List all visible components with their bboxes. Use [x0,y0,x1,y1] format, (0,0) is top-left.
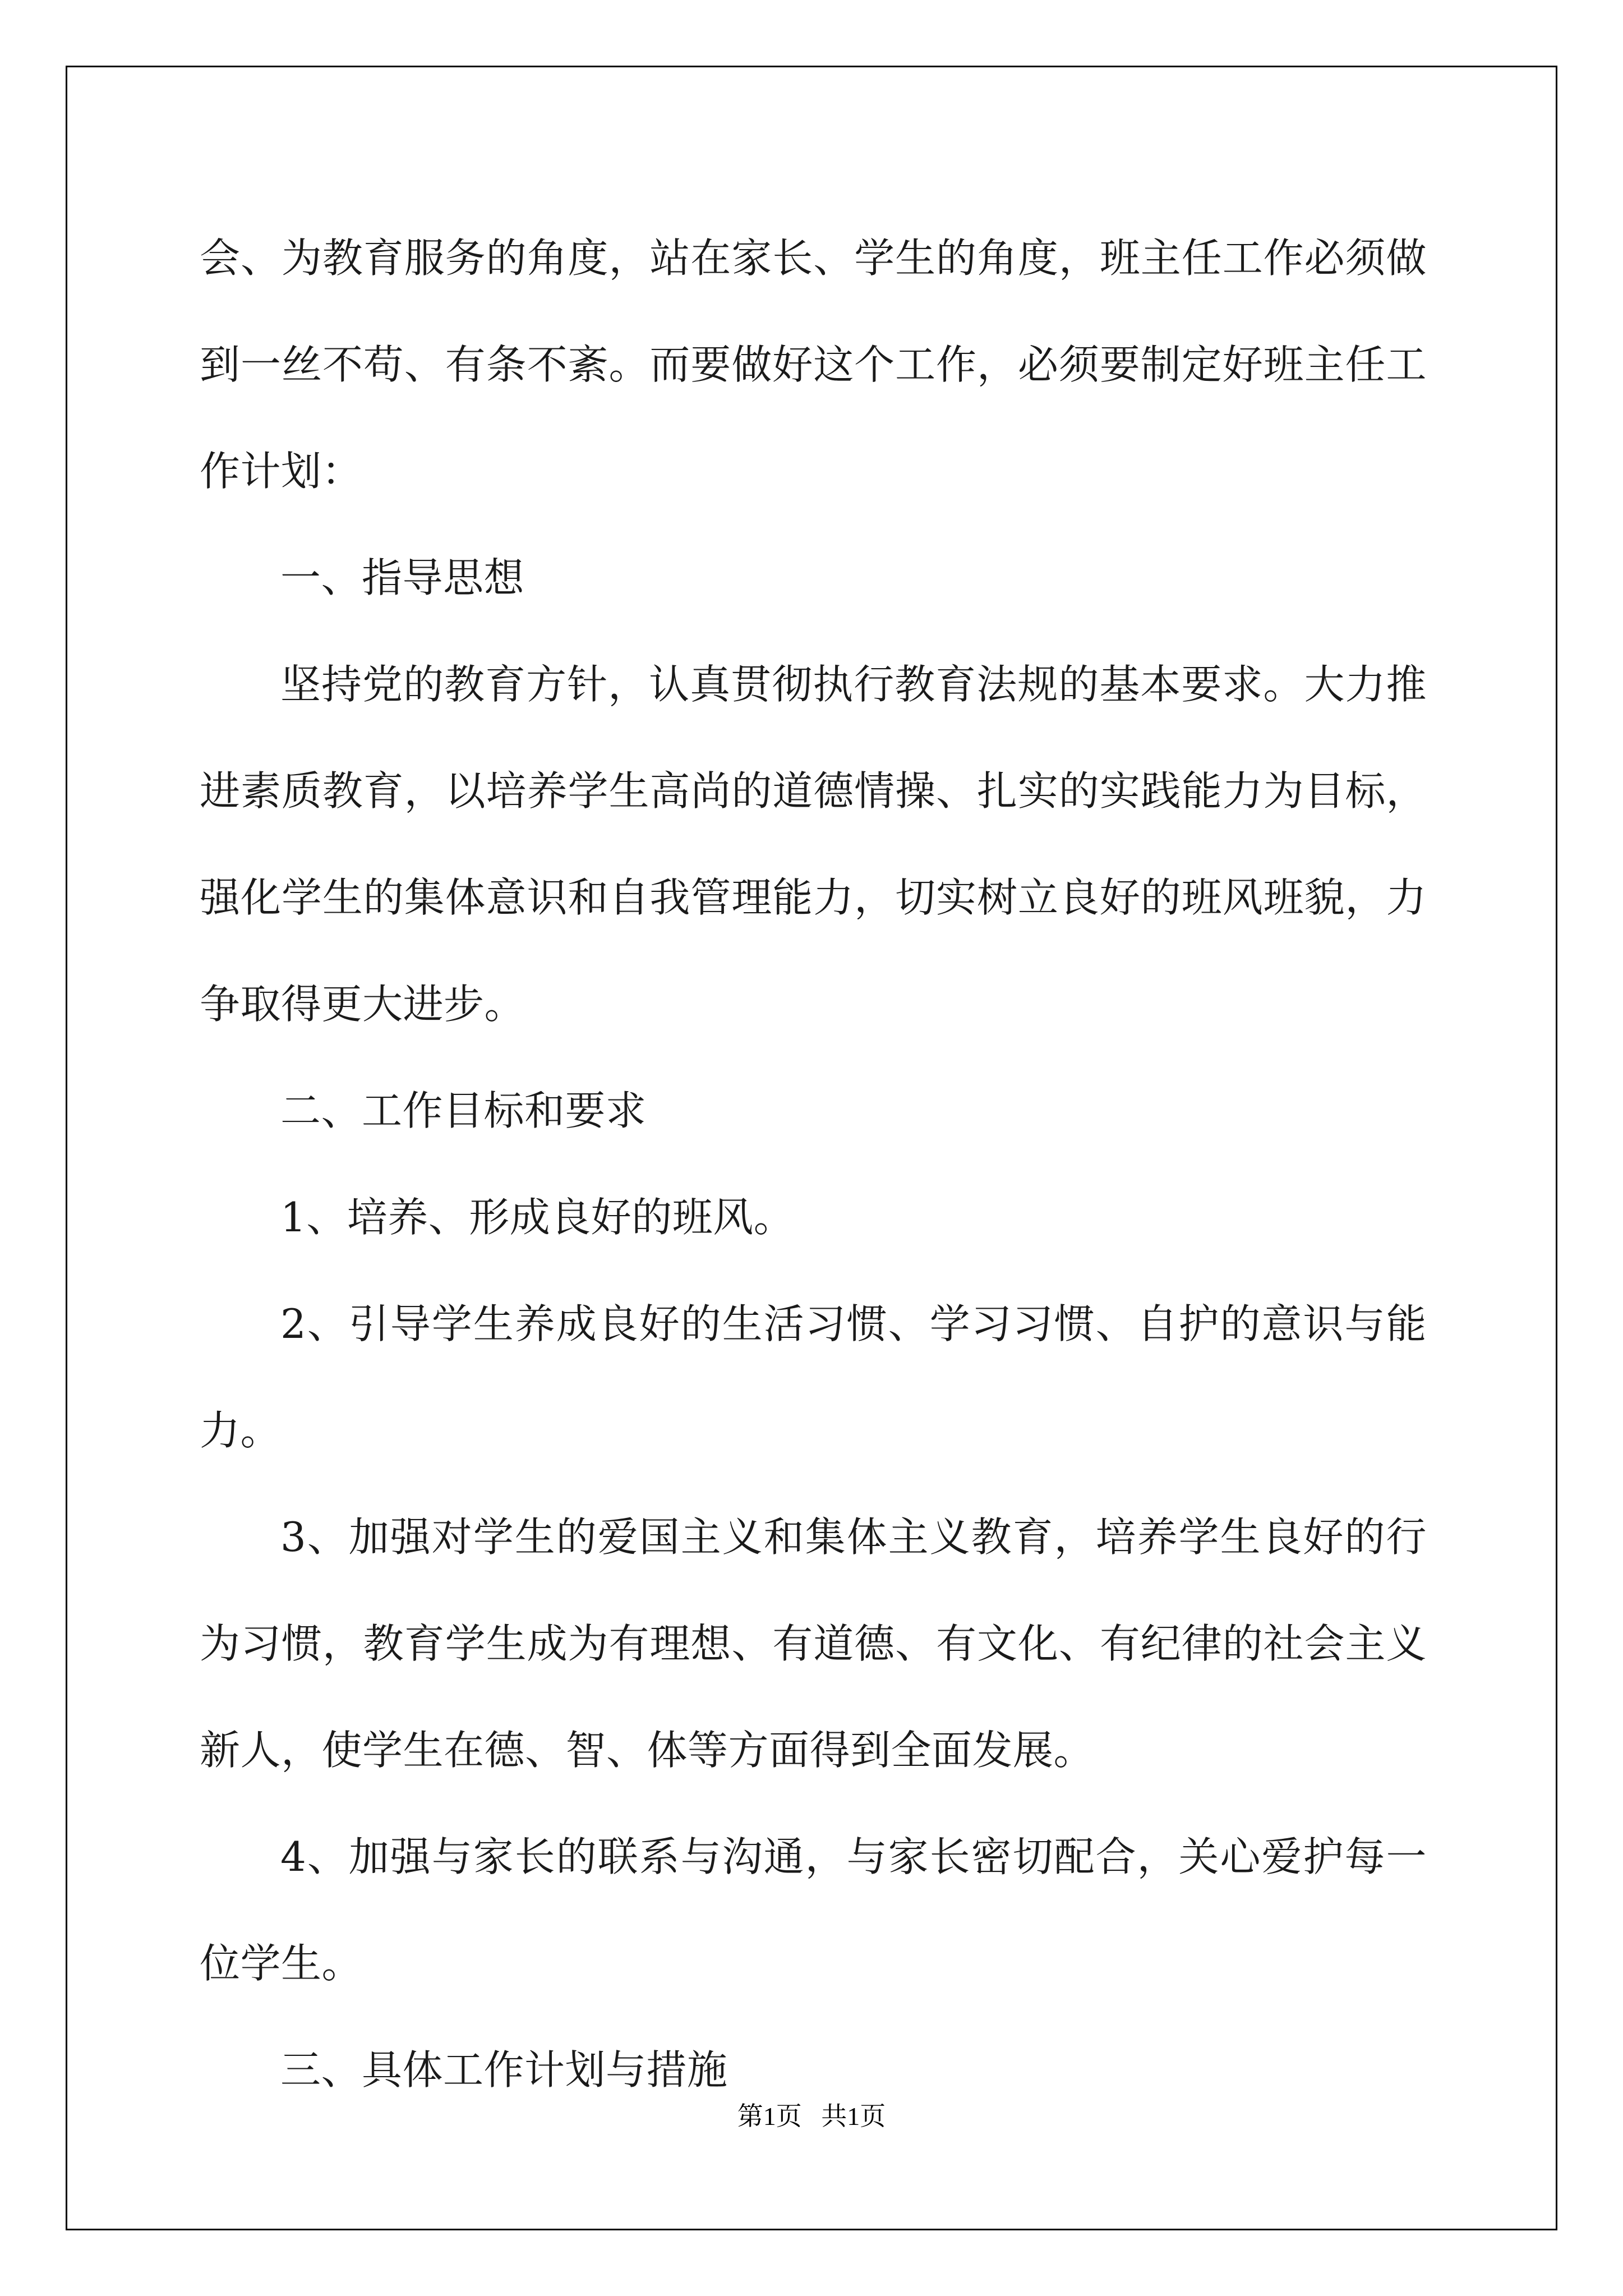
list-item-goal-3: 3、加强对学生的爱国主义和集体主义教育，培养学生良好的行为习惯，教育学生成为有理想、有道德、有文化、有纪律的社会主义新人，使学生在德、智、体等方面得到全面发展。 [200,1513,1427,1774]
list-item-goal-2: 2、引导学生养成良好的生活习惯、学习习惯、自护的意识与能力。 [200,1300,1427,1454]
paragraph-guiding-ideology: 坚持党的教育方针，认真贯彻执行教育法规的基本要求。大力推进素质教育，以培养学生高尚的道德情操、扎实的实践能力为目标，强化学生的集体意识和自我管理能力，切实树立良好的班风班貌，力争取得更大进步。 [200,661,1427,1028]
page-number-footer: 第1页 共1页 [737,2102,886,2131]
heading-work-plan-measures: 三、具体工作计划与措施 [280,2046,728,2093]
heading-goals-requirements: 二、工作目标和要求 [280,1087,647,1134]
document-body [200,205,1427,2123]
list-item-goal-1: 1、培养、形成良好的班风。 [280,1194,795,1241]
heading-guiding-ideology: 一、指导思想 [280,554,525,601]
paragraph-intro: 会、为教育服务的角度，站在家长、学生的角度，班主任工作必须做到一丝不苟、有条不紊。而要做好这个工作，必须要制定好班主任工作计划： [200,234,1427,495]
list-item-goal-4: 4、加强与家长的联系与沟通，与家长密切配合，关心爱护每一位学生。 [200,1833,1427,1987]
